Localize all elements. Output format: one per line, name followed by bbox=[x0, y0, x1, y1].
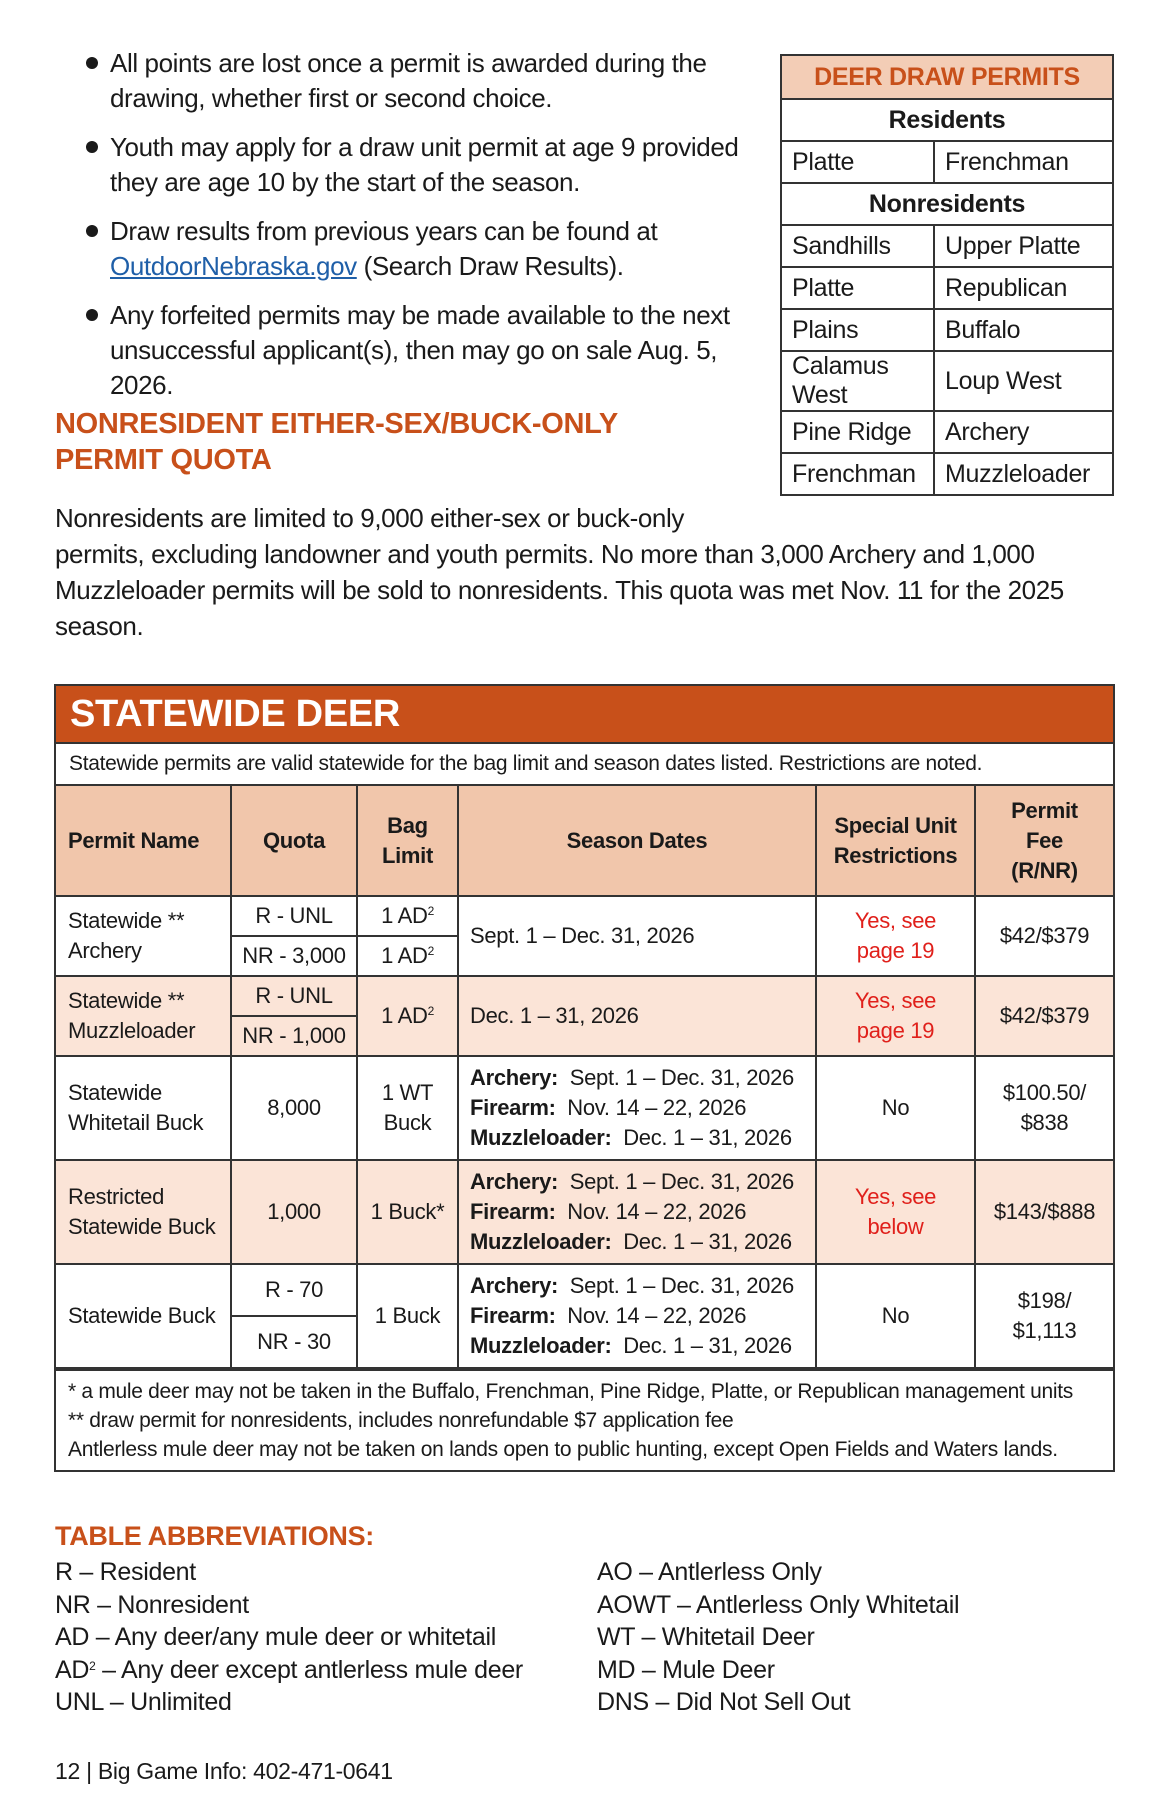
abbreviation-item: AO – Antlerless Only bbox=[597, 1558, 822, 1586]
abbreviation-item: $AD^2$ – Any deer except antlerless mule deer bbox=[55, 1655, 523, 1684]
permit-name-cell: Statewide ** Muzzleloader bbox=[56, 976, 231, 1056]
header-special-restrictions: Special Unit Restrictions bbox=[816, 786, 975, 896]
permit-name-cell: Restricted Statewide Buck bbox=[56, 1160, 231, 1264]
bag-cell: 1 Buck* bbox=[357, 1160, 458, 1264]
statewide-deer-table bbox=[54, 684, 1115, 1472]
table-row bbox=[56, 896, 1113, 936]
abbreviation-item: MD – Mule Deer bbox=[597, 1655, 775, 1684]
deer-draw-permits-table bbox=[780, 54, 1114, 496]
outdoor-nebraska-link[interactable]: OutdoorNebraska.gov bbox=[110, 251, 357, 281]
draw-unit-cell: Pine Ridge bbox=[781, 411, 934, 453]
draw-unit-cell: Republican bbox=[934, 267, 1113, 309]
abbreviation-item: WT – Whitetail Deer bbox=[597, 1623, 815, 1651]
bag-cell: 1 WT Buck bbox=[357, 1056, 458, 1160]
quota-cell: NR - 3,000 bbox=[231, 936, 357, 976]
bullet-dot-icon bbox=[86, 309, 98, 321]
draw-unit-cell: Buffalo bbox=[934, 309, 1113, 351]
statewide-note: Statewide permits are valid statewide for the bag limit and season dates listed. Restrictions are noted. bbox=[56, 744, 1113, 786]
bullet-item: Any forfeited permits may be made available to the next unsuccessful applicant(s), then may go on sale Aug. 5, 2026. bbox=[84, 298, 754, 403]
bag-cell: 1 Buck bbox=[357, 1264, 458, 1368]
abbreviation-item: AOWT – Antlerless Only Whitetail bbox=[597, 1590, 960, 1619]
draw-unit-cell: Platte bbox=[781, 267, 934, 309]
abbreviations-column-1 bbox=[55, 1556, 523, 1719]
season-dates-cell: Archery: Sept. 1 – Dec. 31, 2026 Firearm: Nov. 14 – 22, 2026 Muzzleloader: Dec. 1 – 31, 2026 bbox=[458, 1264, 816, 1368]
bag-cell: 1 $AD^2$ bbox=[357, 976, 458, 1056]
nonresident-quota-heading: NONRESIDENT EITHER-SEX/BUCK-ONLY PERMIT QUOTA bbox=[55, 408, 618, 476]
abbreviation-item: R – Resident bbox=[55, 1558, 196, 1586]
draw-unit-cell: Archery bbox=[934, 411, 1113, 453]
draw-permits-title: DEER DRAW PERMITS bbox=[781, 55, 1113, 99]
header-permit-name: Permit Name bbox=[56, 786, 231, 896]
season-dates-cell: Sept. 1 – Dec. 31, 2026 bbox=[458, 896, 816, 976]
draw-unit-cell: Sandhills bbox=[781, 225, 934, 267]
fee-cell: $42/$379 bbox=[975, 976, 1113, 1056]
quota-cell: 1,000 bbox=[231, 1160, 357, 1264]
season-dates-cell: Archery: Sept. 1 – Dec. 31, 2026 Firearm: Nov. 14 – 22, 2026 Muzzleloader: Dec. 1 – 31, 2026 bbox=[458, 1160, 816, 1264]
special-restrictions-cell: No bbox=[816, 1264, 975, 1368]
bullet-dot-icon bbox=[86, 57, 98, 69]
abbreviation-item: NR – Nonresident bbox=[55, 1590, 249, 1619]
statewide-deer-title: STATEWIDE DEER bbox=[56, 686, 1113, 744]
footnote: Antlerless mule deer may not be taken on lands open to public hunting, except Open Fields and Waters lands. bbox=[68, 1438, 1058, 1461]
special-restrictions-cell: Yes, see page 19 bbox=[816, 976, 975, 1056]
draw-unit-cell: Muzzleloader bbox=[934, 453, 1113, 495]
fee-cell: $100.50/ $838 bbox=[975, 1056, 1113, 1160]
bag-cell: 1 $AD^2$ bbox=[357, 896, 458, 936]
draw-unit-cell: Upper Platte bbox=[934, 225, 1113, 267]
table-row bbox=[56, 1264, 1113, 1316]
fee-cell: $198/ $1,113 bbox=[975, 1264, 1113, 1368]
bullet-dot-icon bbox=[86, 225, 98, 237]
table-row bbox=[56, 1160, 1113, 1264]
permit-name-cell: Statewide Buck bbox=[56, 1264, 231, 1368]
permit-name-cell: Statewide Whitetail Buck bbox=[56, 1056, 231, 1160]
residents-label: Residents bbox=[781, 99, 1113, 141]
bullet-item: Draw results from previous years can be found at OutdoorNebraska.gov (Search Draw Results). bbox=[84, 214, 754, 284]
table-row bbox=[56, 1056, 1113, 1160]
quota-cell: 8,000 bbox=[231, 1056, 357, 1160]
abbreviation-item: AD – Any deer/any mule deer or whitetail bbox=[55, 1623, 497, 1651]
special-restrictions-cell: Yes, see page 19 bbox=[816, 896, 975, 976]
bag-cell: 1 $AD^2$ bbox=[357, 936, 458, 976]
season-dates-cell: Dec. 1 – 31, 2026 bbox=[458, 976, 816, 1056]
special-restrictions-cell: No bbox=[816, 1056, 975, 1160]
statewide-footnotes bbox=[56, 1369, 1113, 1470]
quota-cell: R - UNL bbox=[231, 976, 357, 1016]
page-footer: 12 | Big Game Info: 402-471-0641 bbox=[55, 1758, 393, 1784]
abbreviation-item: DNS – Did Not Sell Out bbox=[597, 1688, 851, 1716]
special-restrictions-cell: Yes, see below bbox=[816, 1160, 975, 1264]
season-dates-cell: Archery: Sept. 1 – Dec. 31, 2026 Firearm: Nov. 14 – 22, 2026 Muzzleloader: Dec. 1 – 31, 2026 bbox=[458, 1056, 816, 1160]
bullet-item: Youth may apply for a draw unit permit at age 9 provided they are age 10 by the start of the season. bbox=[84, 130, 754, 200]
header-season-dates: Season Dates bbox=[458, 786, 816, 896]
table-row bbox=[56, 976, 1113, 1016]
header-bag-limit: Bag Limit bbox=[357, 786, 458, 896]
info-bullets bbox=[84, 46, 754, 417]
quota-cell: NR - 1,000 bbox=[231, 1016, 357, 1056]
bullet-item: All points are lost once a permit is awarded during the drawing, whether first or second choice. bbox=[84, 46, 754, 116]
abbreviations-column-2 bbox=[597, 1556, 959, 1719]
header-quota: Quota bbox=[231, 786, 357, 896]
draw-unit-cell: Frenchman bbox=[781, 453, 934, 495]
footnote: * a mule deer may not be taken in the Buffalo, Frenchman, Pine Ridge, Platte, or Republican management units bbox=[68, 1380, 1073, 1403]
fee-cell: $42/$379 bbox=[975, 896, 1113, 976]
table-header-row bbox=[56, 786, 1113, 896]
draw-unit-cell: Calamus West bbox=[781, 351, 934, 411]
nonresidents-label: Nonresidents bbox=[781, 183, 1113, 225]
draw-unit-cell: Frenchman bbox=[934, 141, 1113, 183]
statewide-grid bbox=[56, 786, 1113, 1369]
draw-unit-cell: Plains bbox=[781, 309, 934, 351]
quota-cell: NR - 30 bbox=[231, 1316, 357, 1368]
header-permit-fee: Permit Fee (R/NR) bbox=[975, 786, 1113, 896]
abbreviations-heading: TABLE ABBREVIATIONS: bbox=[55, 1521, 374, 1551]
fee-cell: $143/$888 bbox=[975, 1160, 1113, 1264]
quota-cell: R - 70 bbox=[231, 1264, 357, 1316]
draw-unit-cell: Platte bbox=[781, 141, 934, 183]
nonresident-quota-paragraph: Nonresidents are limited to 9,000 either-sex or buck-only permits, excluding landowner and youth permits. No more than 3,000 Archery and 1,000 Muzzleloader permits will be sold to nonresidents. This quota was met Nov. 11 for the 2025 season. bbox=[55, 503, 1064, 641]
permit-name-cell: Statewide ** Archery bbox=[56, 896, 231, 976]
abbreviation-item: UNL – Unlimited bbox=[55, 1688, 232, 1716]
quota-cell: R - UNL bbox=[231, 896, 357, 936]
footnote: ** draw permit for nonresidents, includes nonrefundable $7 application fee bbox=[68, 1409, 734, 1432]
bullet-dot-icon bbox=[86, 141, 98, 153]
draw-unit-cell: Loup West bbox=[934, 351, 1113, 411]
